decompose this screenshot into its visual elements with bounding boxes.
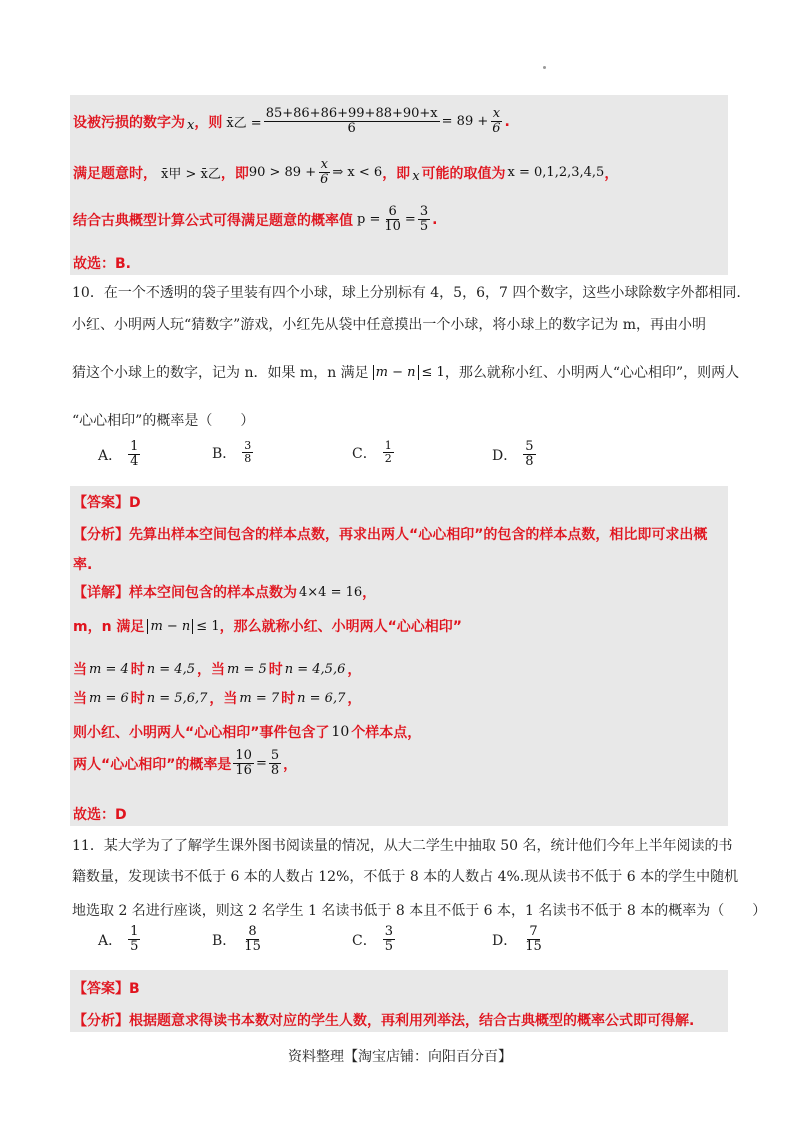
prob-line: 两人“心心相印”的概率是 $\frac{10}{16}$ = $\frac{5}{8}$ ， bbox=[73, 748, 298, 779]
q10-option-b[interactable]: B． $\frac{3}{8}$ bbox=[212, 439, 252, 466]
option-fraction: $\frac{5}{8}$ bbox=[525, 439, 534, 470]
prob-fraction-2: $\frac{5}{8}$ bbox=[270, 748, 280, 779]
option-fraction: $\frac{3}{8}$ bbox=[244, 439, 252, 466]
ineq-fraction: $\frac{x}{6}$ bbox=[320, 157, 329, 188]
q11-option-b[interactable]: B． $\frac{8}{15}$ bbox=[212, 924, 261, 955]
choose-line: 故选：B. bbox=[73, 256, 131, 272]
analysis-line-1: 【分析】先算出样本空间包含的样本点数，再求出两人“心心相印”的包含的样本点数，相比即可求出概 bbox=[73, 527, 708, 543]
q11-option-a[interactable]: A． $\frac{1}{5}$ bbox=[98, 924, 139, 955]
mean-fraction: $\frac{85+86+86+99+88+90+x}{6}$ bbox=[265, 106, 438, 137]
solution-line-1: 设被污损的数字为 x ，则 x̄乙 = $\frac{85+86+86+99+88+90+x}{6}$ = 89 + $\frac{x}{6}$ . bbox=[73, 106, 510, 137]
option-fraction: $\frac{8}{15}$ bbox=[244, 924, 261, 955]
q11-line-3: 地选取 2 名进行座谈，则这 2 名学生 1 名读书低于 8 本且不低于 6 本，1 名读书不低于 8 本的概率为（ ） bbox=[72, 903, 767, 919]
prob-fraction-2: $\frac{3}{5}$ bbox=[419, 204, 429, 235]
option-fraction: $\frac{1}{5}$ bbox=[130, 924, 139, 955]
solution-block-q10 bbox=[70, 486, 728, 826]
q10-line-2: 小红、小明两人玩“猜数字”游戏，小红先从袋中任意摸出一个小球，将小球上的数字记为 m，再由小明 bbox=[72, 317, 707, 333]
q10-option-a[interactable]: A． $\frac{1}{4}$ bbox=[98, 439, 139, 470]
solution-block-q11 bbox=[70, 970, 728, 1032]
page-dot bbox=[543, 66, 546, 69]
q10-option-c[interactable]: C． $\frac{1}{2}$ bbox=[352, 439, 392, 466]
prob-fraction-1: $\frac{10}{16}$ bbox=[235, 748, 252, 779]
detail-line: 【详解】样本空间包含的样本点数为 4×4 = 16 ， bbox=[73, 584, 377, 601]
choose-line: 故选：D bbox=[73, 807, 127, 823]
solution-line-2: 满足题意时， x̄甲 > x̄乙 ，即 90 > 89 + $\frac{x}{6}$ ⇒ x < 6 ，即 x 可能的取值为 x = 0,1,2,3,4,5 ， bbox=[73, 157, 619, 188]
option-fraction: $\frac{1}{4}$ bbox=[130, 439, 139, 470]
answer-label: 【答案】D bbox=[73, 495, 141, 511]
q10-line-4: “心心相印”的概率是（ ） bbox=[72, 413, 255, 429]
option-fraction: $\frac{7}{15}$ bbox=[525, 924, 542, 955]
footer-credit: 资料整理【淘宝店铺：向阳百分百】 bbox=[288, 1049, 512, 1065]
q11-option-c[interactable]: C． $\frac{3}{5}$ bbox=[352, 924, 393, 955]
q11-line-1: 11．某大学为了了解学生课外图书阅读量的情况，从大二学生中抽取 50 名，统计他们今年上半年阅读的书 bbox=[72, 838, 733, 854]
q10-line-3: 猜这个小球上的数字，记为 n．如果 m，n 满足 m − n ≤ 1 ，那么就称小红、小明两人“心心相印”，则两人 bbox=[72, 364, 740, 381]
answer-label: 【答案】B bbox=[73, 981, 140, 997]
q11-option-d[interactable]: D． $\frac{7}{15}$ bbox=[492, 924, 542, 955]
case-line-2: 当 m = 6 时 n = 5,6,7 ，当 m = 7 时 n = 6,7 ， bbox=[73, 690, 362, 707]
option-fraction: $\frac{1}{2}$ bbox=[384, 439, 392, 466]
count-line: 则小红、小明两人“心心相印”事件包含了 10 个样本点， bbox=[73, 724, 422, 741]
abs-m-minus-n: m − n bbox=[147, 619, 193, 634]
prob-fraction-1: $\frac{6}{10}$ bbox=[384, 204, 401, 235]
case-line-1: 当 m = 4 时 n = 4,5 ，当 m = 5 时 n = 4,5,6 ， bbox=[73, 661, 362, 678]
q10-option-d[interactable]: D． $\frac{5}{8}$ bbox=[492, 439, 534, 470]
mn-condition-line: m，n 满足 m − n ≤ 1 ，那么就称小红、小明两人“心心相印” bbox=[73, 618, 462, 635]
abs-m-minus-n: m − n bbox=[373, 365, 419, 380]
analysis-line: 【分析】根据题意求得读书本数对应的学生人数，再利用列举法，结合古典概型的概率公式即可得解. bbox=[73, 1013, 695, 1029]
option-fraction: $\frac{3}{5}$ bbox=[384, 924, 393, 955]
q11-line-2: 籍数量，发现读书不低于 6 本的人数占 12%，不低于 8 本的人数占 4%.现从读书不低于 6 本的学生中随机 bbox=[72, 869, 739, 885]
solution-line-3: 结合古典概型计算公式可得满足题意的概率值 p = $\frac{6}{10}$ = $\frac{3}{5}$ . bbox=[73, 204, 438, 235]
q10-line-1: 10．在一个不透明的袋子里装有四个小球，球上分别标有 4，5，6，7 四个数字，这些小球除数字外都相同. bbox=[72, 285, 741, 301]
solution-block-q9 bbox=[70, 95, 728, 275]
x-over-6-fraction: $\frac{x}{6}$ bbox=[492, 106, 501, 137]
analysis-line-2: 率. bbox=[73, 557, 93, 573]
